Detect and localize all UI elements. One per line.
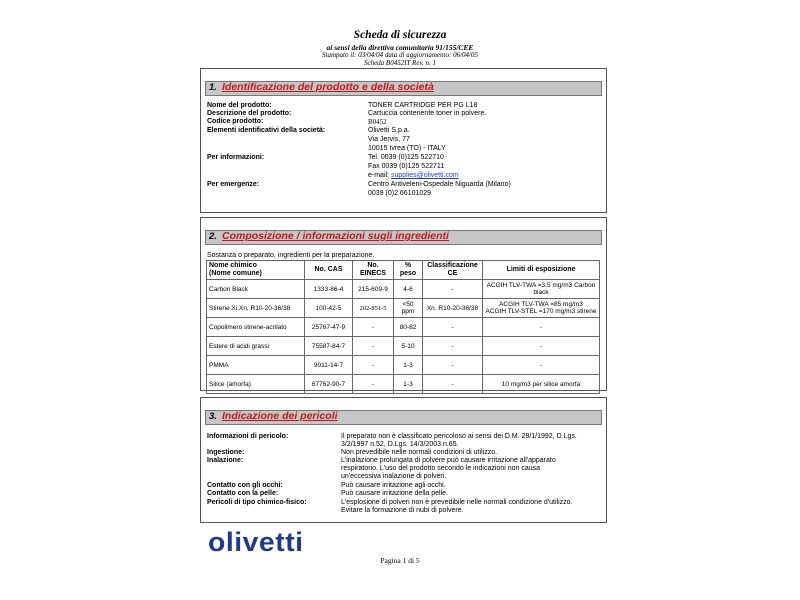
email-link[interactable]: supplies@olivetti.com — [390, 172, 459, 179]
info-phone: Tel. 0039 (0)125 522710 — [368, 154, 444, 161]
cell-name: Estere di acidi grassi — [207, 337, 305, 356]
section-header — [205, 410, 602, 425]
section-hazards — [200, 397, 607, 523]
table-row — [207, 280, 600, 299]
company-city: 10015 Ivrea (TO) - ITALY — [368, 145, 446, 152]
company-label: Elementi identificativi della società: — [207, 127, 326, 134]
ingestion-value: Non prevedibile nelle normali condizioni di utilizzo. — [341, 449, 498, 456]
cell-cas: 9011-14-7 — [305, 356, 353, 375]
section-title: Composizione / informazioni sugli ingredienti — [222, 230, 449, 242]
section-composition — [200, 217, 607, 391]
skin-contact-label: Contatto con la pelle: — [207, 490, 279, 497]
document-subtitle: ai sensi della direttiva comunitaria 91/155/CEE — [326, 43, 474, 52]
product-description-label: Descrizione del prodotto: — [207, 110, 292, 117]
table-row — [207, 356, 600, 375]
hazard-info-line2: 3/2/1997 n.52, D.Lgs. 14/3/2003 n.65. — [341, 441, 459, 448]
cell-cas: 1333-86-4 — [305, 280, 353, 299]
cell-weight: <50 ppm — [394, 299, 423, 318]
cell-weight: 1-3 — [394, 356, 423, 375]
cell-limits: - — [483, 318, 600, 337]
product-code-value: B0452 — [368, 118, 387, 126]
sheet-id: Scheda B0452IT Rev. n. 1 — [363, 59, 437, 67]
product-description-value: Cartuccia contenente toner in polvere. — [368, 110, 487, 117]
table-row — [207, 337, 600, 356]
table-header-row — [207, 261, 600, 280]
inhalation-line3: un'eccessiva inalazione di polveri. — [341, 473, 447, 480]
physchem-label: Pericoli di tipo chimico-fisico: — [207, 499, 307, 506]
cell-limits: 10 mg/m3 per silice amorfa — [483, 375, 600, 394]
cell-class: - — [423, 280, 483, 299]
cell-einecs: 215-609-9 — [353, 280, 394, 299]
table-row — [207, 375, 600, 394]
cell-class: - — [423, 337, 483, 356]
table-row — [207, 299, 600, 318]
emergency-center: Centro Antiveleni-Ospedale Niguarda (Milano) — [368, 181, 511, 188]
section-identification — [200, 68, 607, 213]
skin-contact-value: Può causare irritazione della pelle. — [341, 490, 449, 497]
section-header — [205, 81, 602, 96]
cell-class: - — [423, 375, 483, 394]
cell-einecs: - — [353, 318, 394, 337]
cell-cas: 75587-84-7 — [305, 337, 353, 356]
cell-limits: ACGIH TLV-TWA =85 mg/m3 ACGIH TLV-STEL =170 mg/m3 stirene — [483, 299, 600, 318]
product-code-label: Codice prodotto: — [207, 118, 264, 125]
composition-intro: Sostanza o preparato, ingredienti per la preparazione. — [207, 252, 375, 259]
section-number: 2. — [209, 231, 217, 242]
olivetti-logo: olivetti — [208, 527, 304, 557]
cell-einecs: - — [353, 356, 394, 375]
hazard-info-line1: Il preparato non è classificato pericoloso ai sensi dei D.M. 28/1/1992, D.Lgs. — [341, 433, 577, 440]
cell-einecs: 202-851-5 — [353, 299, 394, 318]
company-street: Via Jervis, 77 — [368, 136, 410, 143]
col-class-header: Classificazione CE — [423, 261, 483, 280]
cell-name: Silice (amorfa) — [207, 375, 305, 394]
ingestion-label: Ingestione: — [207, 449, 245, 456]
cell-weight: 5-10 — [394, 337, 423, 356]
physchem-line1: L'esplosione di polveri non è prevedibile nelle normali condizione d'utilizzo. — [341, 499, 573, 506]
col-cas-header: No. CAS — [305, 261, 353, 280]
section-number: 1. — [209, 82, 217, 93]
cell-cas: 100-42-5 — [305, 299, 353, 318]
cell-name: Carbon Black — [207, 280, 305, 299]
document-title: Scheda di sicurezza — [353, 29, 447, 41]
info-fax: Fax 0039 (0)125 522711 — [368, 163, 445, 170]
col-name-header: Nome chimico (Nome comune) — [207, 261, 305, 280]
composition-table — [206, 260, 600, 394]
cell-limits: ACGIH TLV-TWA =3.5 mg/m3 Carbon black — [483, 280, 600, 299]
inhalation-line1: L'inalazione prolungata di polvere può causare irritazione all'apparato — [341, 457, 556, 464]
emergency-label: Per emergenze: — [207, 181, 260, 188]
section-header — [205, 230, 602, 245]
product-name-value: TONER CARTRIDGE PER PG L18 — [368, 102, 478, 109]
hazard-info-label: Informazioni di pericolo: — [207, 433, 289, 440]
inhalation-label: Inalazione: — [207, 457, 244, 464]
cell-weight: 1-3 — [394, 375, 423, 394]
company-name: Olivetti S.p.a. — [368, 127, 410, 134]
page-number: Pagina 1 di 5 — [380, 556, 420, 565]
cell-name: Stirene Xi,Xn, R10-20-36/38 — [207, 299, 305, 318]
email-prefix: e-mail: — [368, 172, 391, 179]
inhalation-line2: respiratorio. L'uso del prodotto secondo le indicazioni non causa — [341, 465, 541, 472]
col-einecs-header: No. EINECS — [353, 261, 394, 280]
cell-cas: 67762-90-7 — [305, 375, 353, 394]
cell-class: - — [423, 356, 483, 375]
section-number: 3. — [209, 411, 217, 422]
cell-cas: 25767-47-9 — [305, 318, 353, 337]
col-weight-header: % peso — [394, 261, 423, 280]
product-name-label: Nome del prodotto: — [207, 102, 272, 109]
table-row — [207, 318, 600, 337]
cell-weight: 4-6 — [394, 280, 423, 299]
cell-name: Copolimero stirene-acrilato — [207, 318, 305, 337]
cell-weight: 80-82 — [394, 318, 423, 337]
physchem-line2: Evitare la formazione di nubi di polvere. — [341, 507, 464, 514]
info-email — [368, 172, 459, 181]
cell-limits: - — [483, 356, 600, 375]
section-title: Identificazione del prodotto e della società — [222, 81, 434, 93]
cell-class: Xn. R10-20-36/38 — [423, 299, 483, 318]
cell-einecs: - — [353, 337, 394, 356]
eye-contact-value: Può causare irritazione agli occhi. — [341, 482, 446, 489]
info-label: Per informazioni: — [207, 154, 265, 161]
section-title: Indicazione dei pericoli — [222, 410, 338, 422]
cell-name: PMMA — [207, 356, 305, 375]
col-limits-header: Limiti di esposizione — [483, 261, 600, 280]
eye-contact-label: Contatto con gli occhi: — [207, 482, 283, 489]
cell-limits: - — [483, 337, 600, 356]
print-date: Stampato il: 03/04/04 data di aggiornamento: 06/04/05 — [322, 51, 478, 59]
cell-class: - — [423, 318, 483, 337]
cell-einecs: - — [353, 375, 394, 394]
emergency-phone: 0039 (0)2 66101029 — [368, 190, 432, 197]
